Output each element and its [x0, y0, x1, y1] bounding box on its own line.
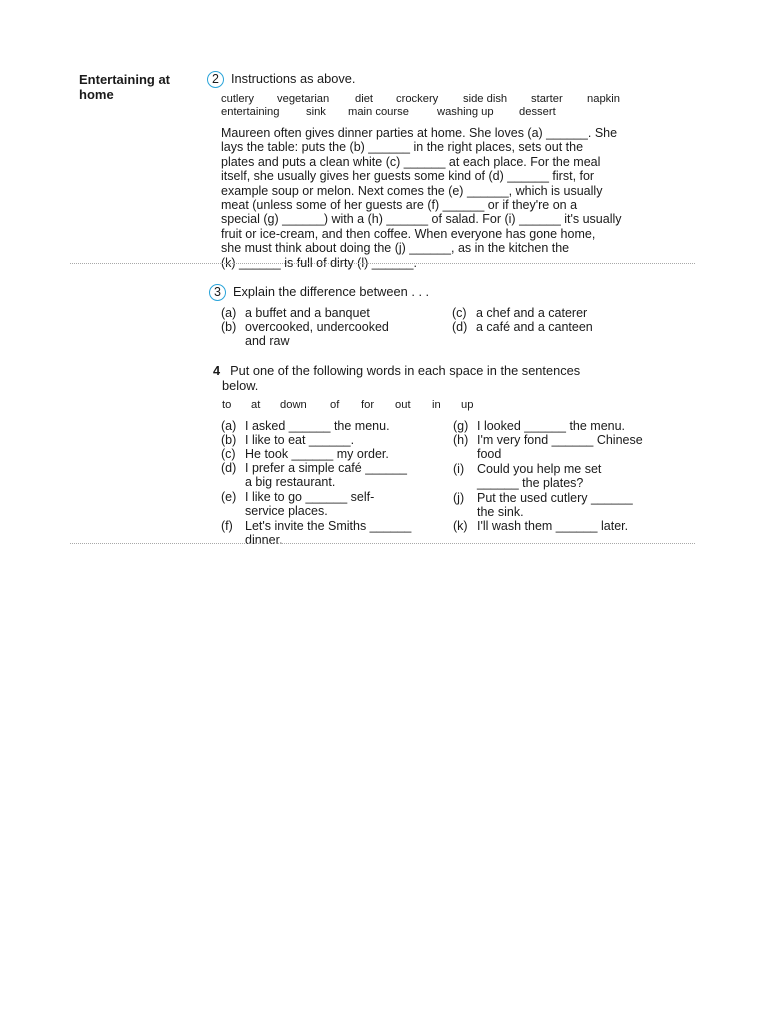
item-label: (f) [221, 519, 233, 533]
item-label: (g) [453, 419, 469, 433]
item-label: (h) [453, 433, 469, 447]
item-text: I looked ______ the menu. [477, 419, 626, 433]
item-text: Put the used cutlery ______ [477, 491, 633, 505]
exercise-4-item-i [453, 462, 678, 492]
item-text: a chef and a caterer [476, 306, 588, 320]
item-label: (i) [453, 462, 465, 476]
item-text-cont: dinner. [245, 533, 283, 548]
word-item: for [361, 399, 375, 411]
word-item: entertaining [221, 106, 280, 118]
word-item: up [461, 399, 474, 411]
exercise-4-item-a [221, 419, 446, 434]
word-item: out [395, 399, 411, 411]
exercise-3-item-c [452, 306, 672, 321]
dotted-divider [70, 543, 695, 544]
paragraph-line: she must think about doing the (j) ______, as in the kitchen the [221, 241, 570, 256]
exercise-4-item-g [453, 419, 678, 434]
word-item: main course [348, 106, 409, 118]
exercise-3-item-a [221, 306, 441, 321]
word-item: of [330, 399, 340, 411]
item-label: (a) [221, 419, 237, 433]
word-item: diet [355, 93, 374, 105]
exercise-4-item-k [453, 519, 678, 534]
item-text: I asked ______ the menu. [245, 419, 390, 433]
paragraph-line: example soup or melon. Next comes the (e) ______, which is usually [221, 183, 603, 198]
exercise-4-item-f [221, 519, 446, 549]
exercise-4-item-j [453, 491, 678, 521]
exercise-4-item-d [221, 461, 446, 491]
word-item: napkin [587, 93, 620, 105]
item-label: (a) [221, 306, 237, 320]
exercise-4-instruction-cont: below. [222, 378, 259, 393]
item-text: Let's invite the Smiths ______ [245, 519, 412, 533]
exercise-2-paragraph [221, 126, 661, 270]
item-label: (b) [221, 433, 237, 447]
exercise-4-item-e [221, 490, 446, 520]
paragraph-line: meat (unless some of her guests are (f) ______ or if they're on a [221, 197, 578, 212]
exercise-4-heading [213, 363, 663, 378]
item-text-cont: a big restaurant. [245, 475, 336, 490]
exercise-3-heading [209, 284, 429, 301]
item-label: (e) [221, 490, 237, 504]
word-item: down [280, 399, 307, 411]
word-item: vegetarian [277, 93, 330, 105]
word-item: to [222, 399, 232, 411]
exercise-2-word-list-row1 [0, 93, 768, 106]
word-item: washing up [437, 106, 494, 118]
item-text: overcooked, undercooked [245, 320, 389, 334]
item-text-cont: the sink. [477, 505, 524, 520]
exercise-3-item-b [221, 320, 441, 350]
paragraph-line: itself, she usually gives her guests some kind of (d) ______ first, for [221, 169, 595, 184]
exercise-4-instruction: Put one of the following words in each space in the sentences [230, 363, 581, 378]
item-text-cont: service places. [245, 504, 328, 519]
exercise-4-item-h [453, 433, 678, 463]
paragraph-line: (k) ______ is full of dirty (l) ______. [221, 255, 417, 270]
item-text: I like to eat ______. [245, 433, 355, 447]
item-text: He took ______ my order. [245, 447, 389, 461]
exercise-4-number: 4 [213, 363, 221, 378]
exercise-4-word-list [0, 399, 768, 412]
item-text: I like to go ______ self- [245, 490, 375, 504]
item-text-cont: ______ the plates? [477, 476, 584, 491]
item-text: I'm very fond ______ Chinese [477, 433, 643, 447]
paragraph-line: Maureen often gives dinner parties at home. She loves (a) ______. She [221, 126, 618, 140]
word-item: starter [531, 93, 563, 105]
word-item: dessert [519, 106, 556, 118]
item-label: (j) [453, 491, 465, 505]
word-item: cutlery [221, 93, 254, 105]
item-label: (c) [221, 447, 236, 461]
paragraph-line: lays the table: puts the (b) ______ in the right places, sets out the [221, 140, 584, 155]
exercise-2-number: 2 [207, 71, 224, 88]
exercise-3-item-d [452, 320, 672, 335]
paragraph-line: fruit or ice-cream, and then coffee. When everyone has gone home, [221, 226, 596, 241]
exercise-2-instruction: Instructions as above. [231, 71, 356, 86]
exercise-2-heading [207, 71, 355, 88]
item-text: Could you help me set [477, 462, 602, 476]
exercise-4-item-c [221, 447, 446, 462]
item-text: I'll wash them ______ later. [477, 519, 629, 533]
item-label: (c) [452, 306, 467, 320]
word-item: crockery [396, 93, 439, 105]
item-text-cont: and raw [245, 334, 290, 349]
exercise-3-number: 3 [209, 284, 226, 301]
item-text: a café and a canteen [476, 320, 593, 334]
section-title: Entertaining at home [79, 72, 171, 102]
item-label: (d) [452, 320, 468, 334]
word-item: side dish [463, 93, 508, 105]
item-label: (d) [221, 461, 237, 475]
item-text-cont: food [477, 447, 502, 462]
item-label: (k) [453, 519, 468, 533]
paragraph-line: special (g) ______) with a (h) ______ of salad. For (i) ______ it's usually [221, 212, 622, 227]
item-label: (b) [221, 320, 237, 334]
exercise-2-word-list-row2 [0, 106, 768, 119]
exercise-4-item-b [221, 433, 446, 448]
dotted-divider [70, 263, 695, 264]
word-item: in [432, 399, 441, 411]
paragraph-line: plates and puts a clean white (c) ______ at each place. For the meal [221, 154, 601, 169]
item-text: I prefer a simple café ______ [245, 461, 407, 475]
word-item: at [251, 399, 261, 411]
item-text: a buffet and a banquet [245, 306, 370, 320]
word-item: sink [306, 106, 326, 118]
exercise-3-instruction: Explain the difference between . . . [233, 284, 430, 299]
